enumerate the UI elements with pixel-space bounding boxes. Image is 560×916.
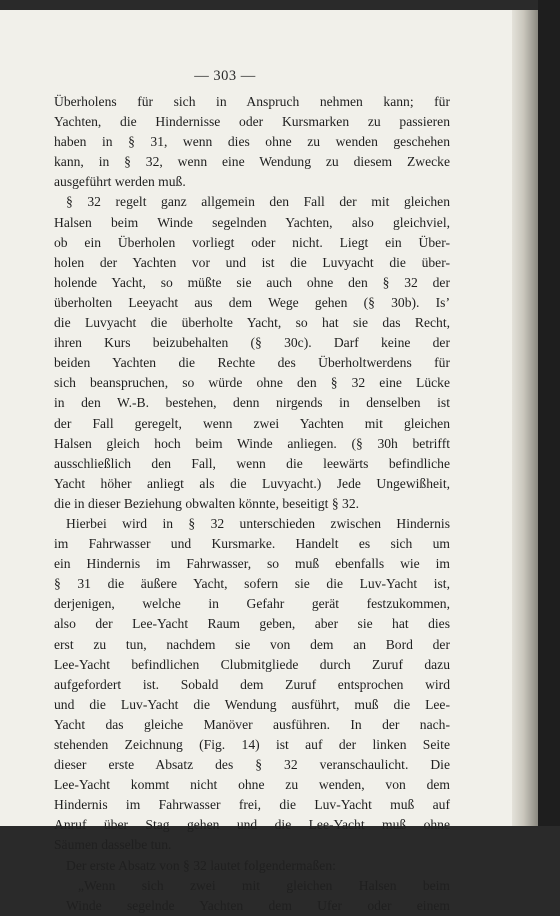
text-line: holende Yacht, so müßte sie auch ohne den § 32 der bbox=[54, 274, 450, 290]
text-line: Hierbei wird in § 32 unterschieden zwischen Hindernis bbox=[66, 515, 450, 531]
text-line: § 32 regelt ganz allgemein den Fall der mit gleichen bbox=[66, 194, 450, 210]
text-line: derjenigen, welche in Gefahr gerät festzukommen, bbox=[54, 596, 450, 612]
text-line: § 31 die äußere Yacht, sofern sie die Luv-Yacht ist, bbox=[54, 576, 450, 592]
text-line: Der erste Absatz von § 32 lautet folgendermaßen: bbox=[66, 857, 336, 873]
text-line: „Wenn sich zwei mit gleichen Halsen beim bbox=[78, 877, 450, 893]
page-edge-shadow bbox=[512, 10, 538, 826]
text-line: der Fall geregelt, wenn zwei Yachten mit gleichen bbox=[54, 415, 450, 431]
text-line: im Fahrwasser und Kursmarke. Handelt es sich um bbox=[54, 536, 450, 552]
text-line: Säumen dasselbe tun. bbox=[54, 837, 172, 853]
scan-border bbox=[538, 0, 560, 826]
text-line: ob ein Überholen vorliegt oder nicht. Liegt ein Über- bbox=[54, 234, 450, 250]
text-line: aufgefordert ist. Sobald dem Zuruf entsprochen wird bbox=[54, 676, 450, 692]
text-line: ausgeführt werden muß. bbox=[54, 174, 186, 190]
text-line: erst zu tun, nachdem sie von dem an Bord der bbox=[54, 636, 450, 652]
text-line: also der Lee-Yacht Raum geben, aber sie hat dies bbox=[54, 616, 450, 632]
text-line: die in dieser Beziehung obwalten könnte, beseitigt § 32. bbox=[54, 495, 360, 511]
text-line: Lee-Yacht kommt nicht ohne zu wenden, von dem bbox=[54, 777, 450, 793]
text-line: ihren Kurs beizubehalten (§ 30c). Darf keine der bbox=[54, 335, 450, 351]
text-line: haben in § 31, wenn dies ohne zu wenden geschehen bbox=[54, 134, 450, 150]
text-line: stehenden Zeichnung (Fig. 14) ist auf der linken Seite bbox=[54, 737, 450, 752]
text-line: Winde segelnde Yachten dem Ufer oder einem bbox=[66, 897, 450, 913]
text-line: in den W.-B. bestehen, denn nirgends in denselben ist bbox=[54, 395, 450, 411]
text-line: überholten Leeyacht aus dem Wege gehen (§ 30b). Is’ bbox=[54, 294, 450, 310]
text-line: die Luvyacht die überholte Yacht, so hat sie das Recht, bbox=[54, 315, 450, 331]
text-line: ein Hindernis im Fahrwasser, so muß ebenfalls wie im bbox=[54, 556, 450, 572]
text-line: Halsen beim Winde segelnden Yachten, also gleichviel, bbox=[54, 214, 450, 230]
text-line: Hindernis im Fahrwasser frei, die Luv-Yacht muß auf bbox=[54, 797, 450, 813]
text-line: beiden Yachten die Rechte des Überholtwerdens für bbox=[54, 355, 450, 371]
text-line: kann, in § 32, wenn eine Wendung zu diesem Zwecke bbox=[54, 154, 450, 170]
text-line: Überholens für sich in Anspruch nehmen kann; für bbox=[54, 94, 450, 109]
text-line: Yacht das gleiche Manöver ausführen. In der nach- bbox=[54, 716, 450, 732]
text-line: und die Luv-Yacht die Wendung ausführt, muß die Lee- bbox=[54, 696, 450, 712]
body-text bbox=[54, 92, 450, 916]
text-line: sich beanspruchen, so würde ohne den § 32 eine Lücke bbox=[54, 375, 450, 391]
text-line: Anruf über Stag gehen und die Lee-Yacht muß ohne bbox=[54, 817, 450, 833]
page-number: — 303 — bbox=[194, 68, 256, 84]
text-line: holen der Yachten vor und ist die Luvyacht die über- bbox=[54, 254, 450, 270]
text-line: ausschließlich den Fall, wenn die leewärts befindliche bbox=[54, 455, 450, 471]
text-line: Yachten, die Hindernisse oder Kursmarken zu passieren bbox=[54, 114, 450, 130]
text-line: Halsen gleich hoch beim Winde anliegen. (§ 30h betrifft bbox=[54, 435, 450, 451]
text-line: dieser erste Absatz des § 32 veranschaulicht. Die bbox=[54, 757, 450, 773]
text-line: Lee-Yacht befindlichen Clubmitgliede durch Zuruf dazu bbox=[54, 656, 450, 672]
text-line: Yacht höher anliegt als die Luvyacht.) Jede Ungewißheit, bbox=[54, 475, 450, 491]
